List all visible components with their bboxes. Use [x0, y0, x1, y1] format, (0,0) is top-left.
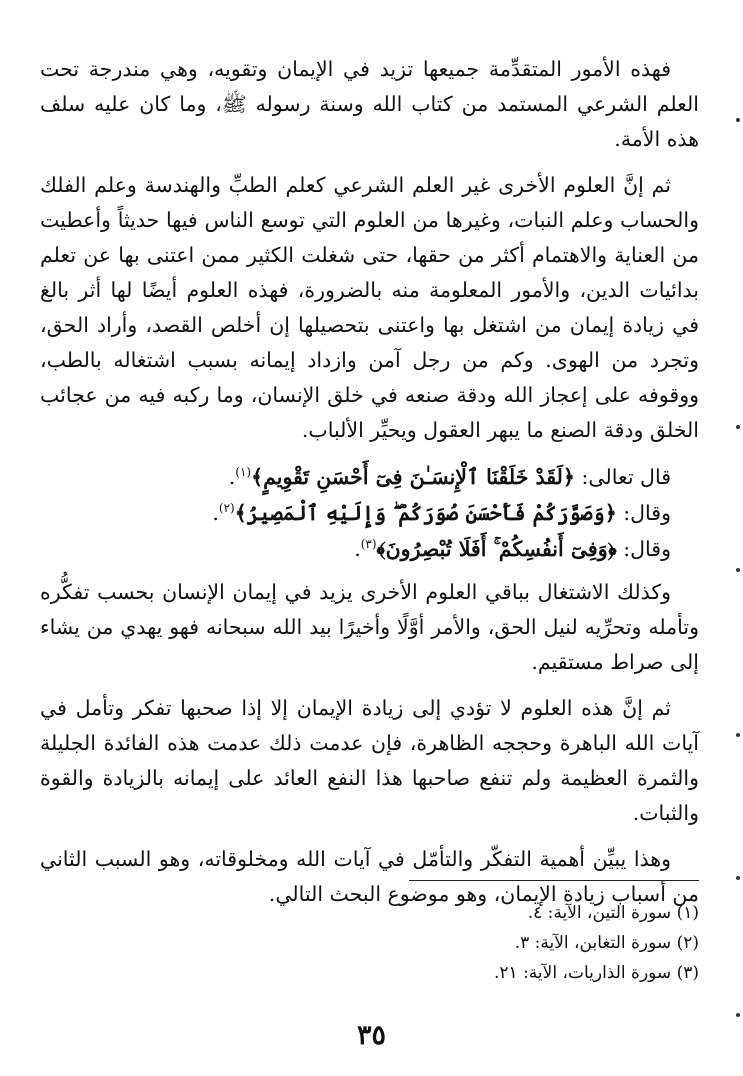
verse-intro: قال تعالى: — [581, 465, 671, 489]
margin-dot — [736, 425, 740, 429]
paragraph-4: ثم إنَّ هذه العلوم لا تؤدي إلى زيادة الإيمان إلا إذا صحبها تفكر وتأمل في آيات الله الباهرة وحججه الظاهرة، فإن عدمت ذلك عدمت هذه الفائدة الجليلة والثمرة العظيمة ولم تنفع صاحبها هذا النفع العائد على إيمانه بالزيادة والقوة والثبات. — [40, 696, 699, 825]
verse-end: . — [354, 537, 361, 561]
paragraph-2: ثم إنَّ العلوم الأخرى غير العلم الشرعي كعلم الطبِّ والهندسة وعلم الفلك والحساب وعلم النبات، وغيرها من العلوم التي توسع الناس فيها حديثاً وأعطيت من العناية والاهتمام أكثر من حقها، حتى شغلت الكثير ممن اعتنى بها عن تعلم بدائيات الدين، والأمور المعلومة منه بالضرورة، فهذه العلوم أيضًا لها أثر بالغ في زيادة إيمان من اشتغل بها واعتنى بتحصيلها إن أخلص القصد، وأراد الحق، وتجرد من الهوى. وكم من رجل آمن وازداد إيمانه بسبب اشتغاله بالطب، ووقوفه على إعجاز الله ودقة صنعه في خلق الإنسان، وما ركبه فيه من عجائب الخلق ودقة الصنع ما يبهر العقول ويحيِّر الألباب. — [40, 173, 699, 442]
paragraph-1: فهذه الأمور المتقدِّمة جميعها تزيد في الإيمان وتقويه، وهي مندرجة تحت العلم الشرعي المستمد من كتاب الله وسنة رسوله ﷺ، وما كان عليه سلف هذه الأمة. — [40, 57, 699, 151]
verse-end: . — [228, 465, 236, 489]
verse-list — [40, 459, 699, 567]
margin-dot — [736, 568, 740, 572]
page-number: ٣٥ — [356, 1020, 386, 1051]
quran-verse: ﴿وَفِىٓ أَنفُسِكُمْ ۚ أَفَلَا تُبْصِرُونَ﴾ — [376, 537, 617, 561]
paragraph-5: وهذا يبيِّن أهمية التفكّر والتأمّل في آيات الله ومخلوقاته، وهو السبب الثاني من أسباب زيادة الإيمان، وهو موضوع البحث التالي. — [40, 847, 699, 906]
footnote-divider — [409, 880, 699, 881]
main-text — [40, 52, 699, 923]
verse-2 — [40, 495, 699, 531]
paragraph-3: وكذلك الاشتغال بباقي العلوم الأخرى يزيد في إيمان الإنسان بحسب تفكُّره وتأمله وتحرِّيه لنيل الحق، والأمر أوَّلًا وأخيرًا بيد الله سبحانه فهو يهدي من يشاء إلى صراط مستقيم. — [40, 580, 699, 674]
footnote-3: (٣) سورة الذاريات، الآية: ٢١. — [494, 963, 699, 983]
margin-dot — [736, 876, 740, 880]
margin-dot — [736, 1013, 740, 1017]
footnotes — [40, 898, 699, 988]
margin-dot — [736, 118, 740, 122]
verse-3 — [40, 531, 699, 567]
verse-intro: وقال: — [623, 537, 671, 561]
verse-intro: وقال: — [623, 501, 671, 525]
footnote-1: (١) سورة التين، الآية: ٤. — [527, 903, 699, 923]
margin-dot — [736, 733, 740, 737]
quran-verse: ﴿لَقَدْ خَلَقْنَا ٱلْإِنسَـٰنَ فِىٓ أَحْسَنِ تَقْوِيمٍ﴾ — [251, 465, 575, 489]
footnote-ref: (١) — [235, 465, 252, 480]
quran-verse: ﴿وَصَوَّرَكُمْ فَأَحْسَنَ صُوَرَكُمْ ۖ وَإِلَيْهِ ٱلْمَصِيرُ﴾ — [234, 501, 617, 525]
footnote-2: (٢) سورة التغابن، الآية: ٣. — [514, 933, 699, 953]
footnote-ref: (٢) — [218, 501, 235, 516]
footnote-ref: (٣) — [360, 537, 377, 552]
verse-1 — [40, 459, 699, 495]
verse-end: . — [212, 501, 219, 525]
